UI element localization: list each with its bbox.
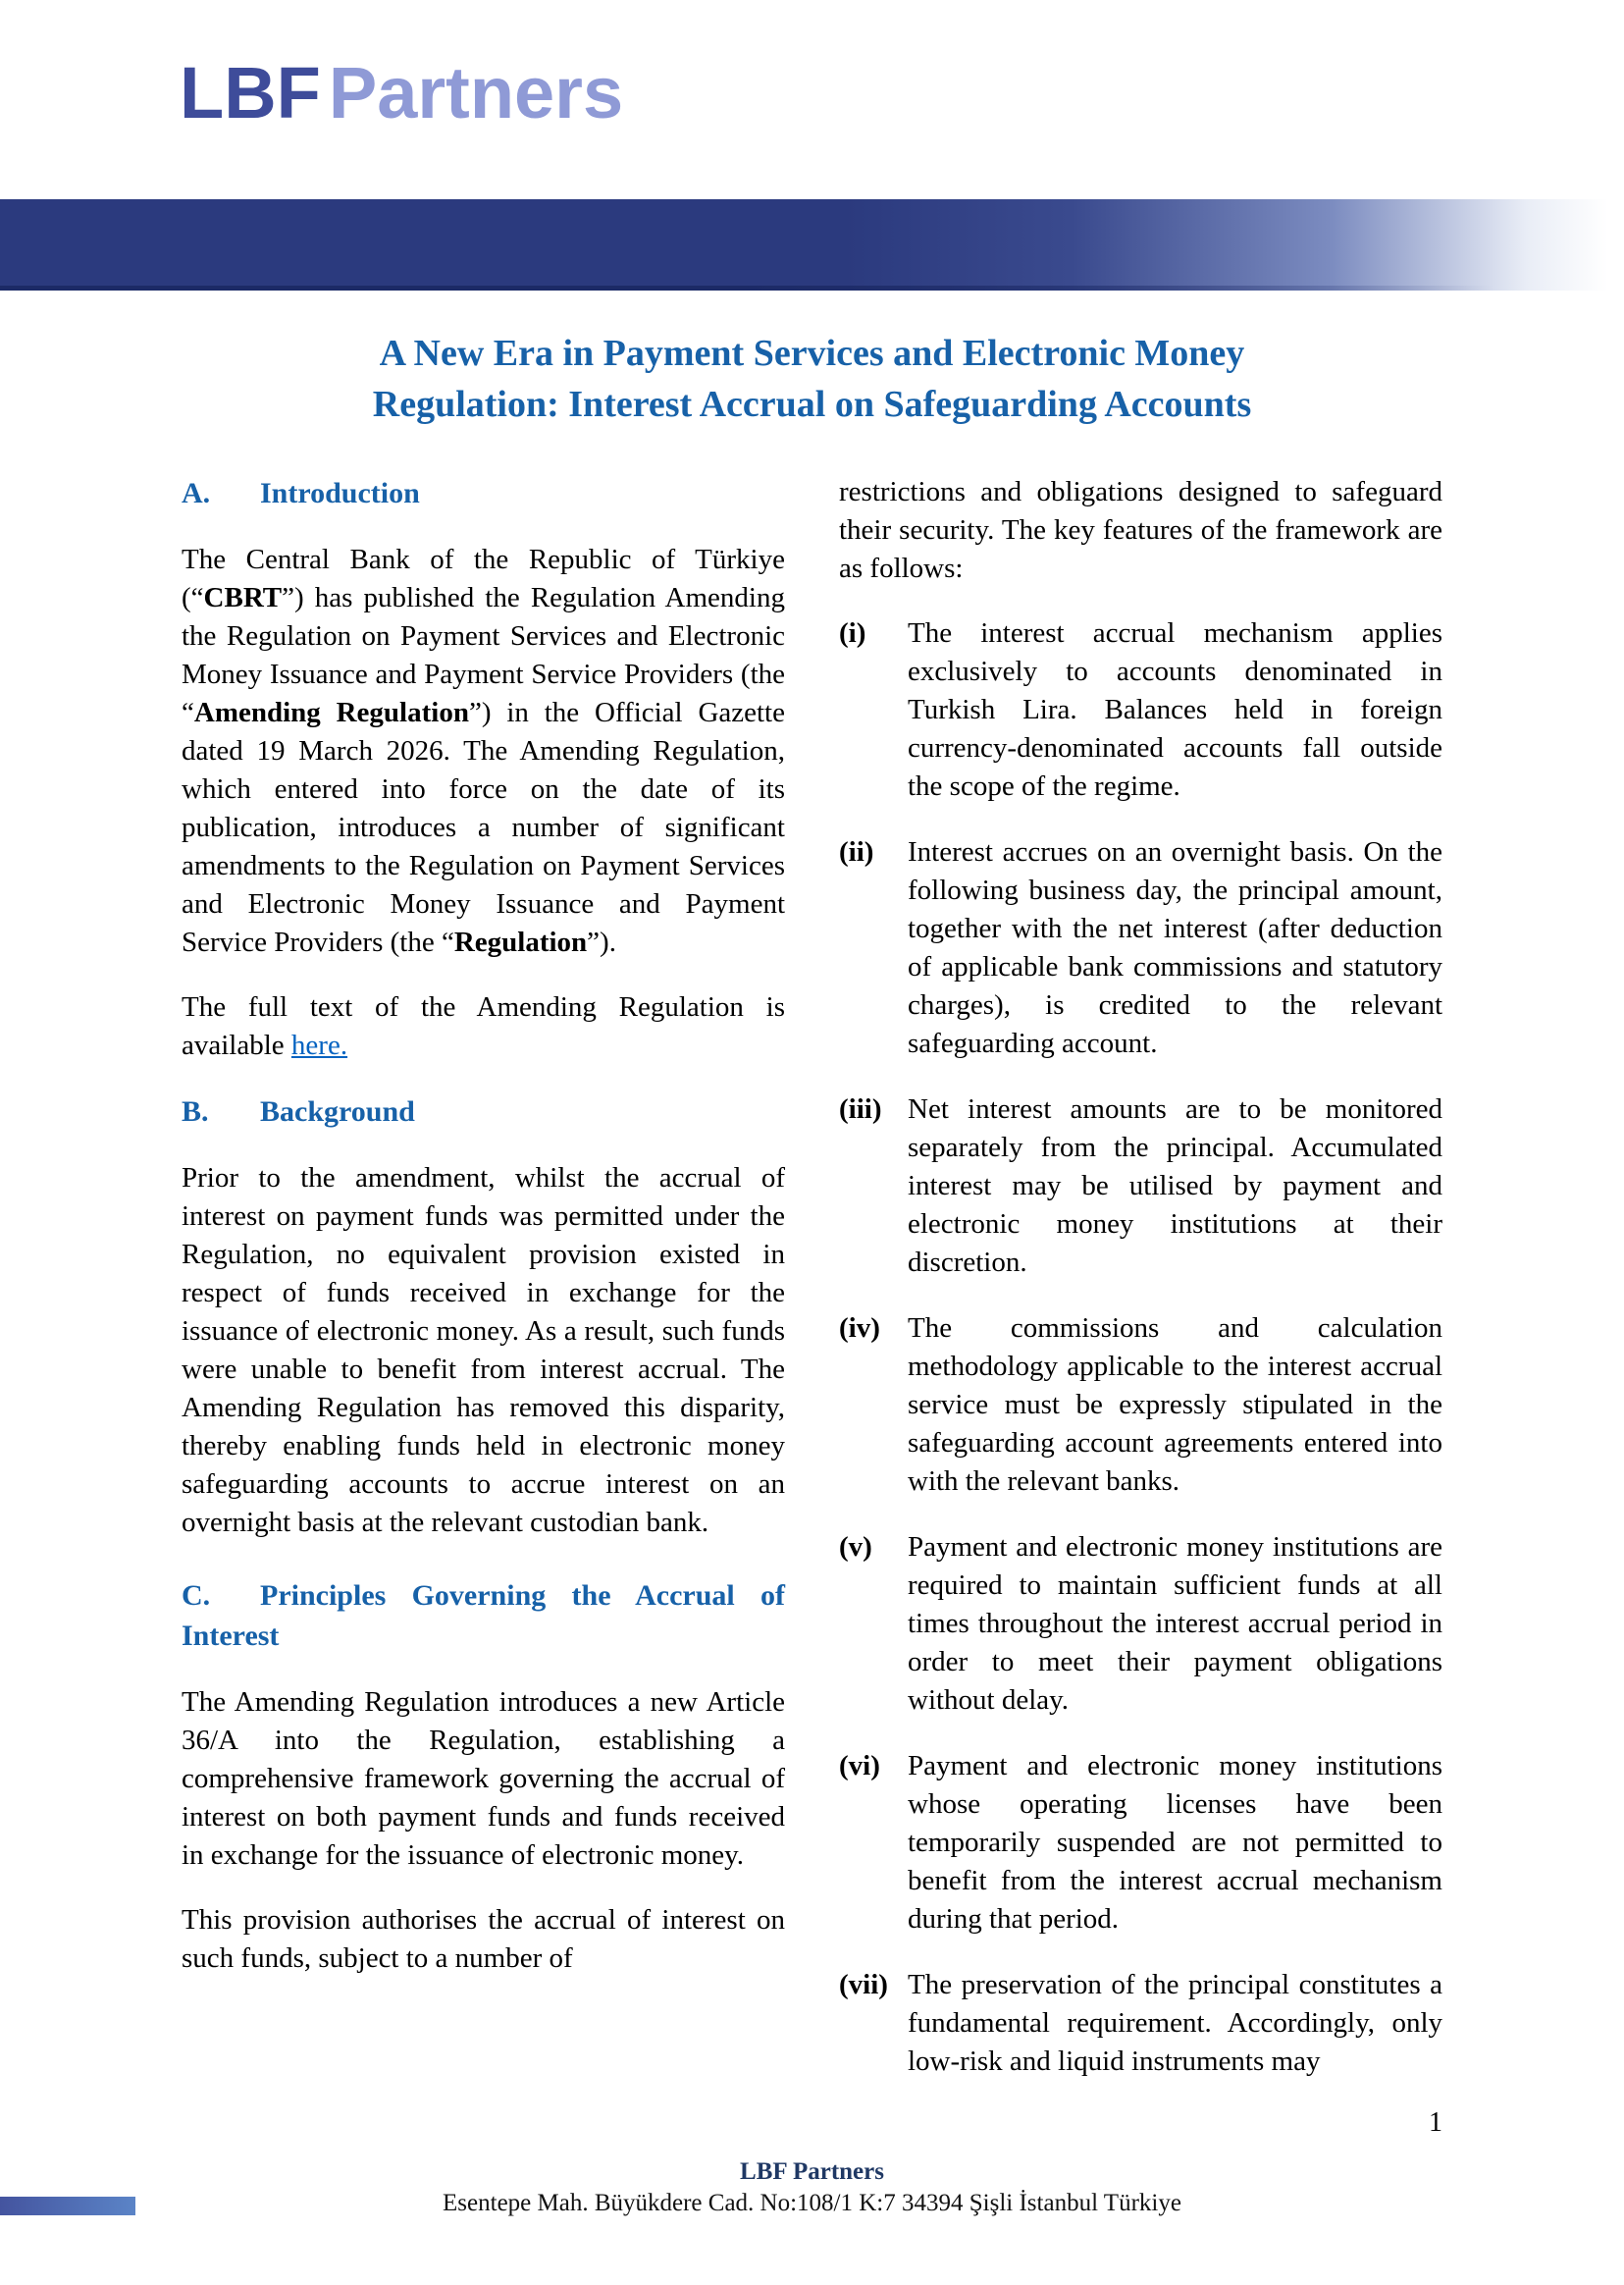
- list-item: [839, 1528, 1442, 1720]
- list-marker: (vii): [839, 1969, 888, 2000]
- content-columns: [182, 473, 1442, 2108]
- page-title-line1: A New Era in Payment Services and Electronic Money: [379, 333, 1245, 374]
- list-item-text: Interest accrues on an overnight basis. On the following business day, the principal amount, together with the net interest (after deduction of applicable bank commissions and statutory charges), is credited to the relevant safeguarding account.: [908, 836, 1442, 1059]
- principles-paragraph-2: This provision authorises the accrual of interest on such funds, subject to a number of: [182, 1904, 785, 1974]
- text-run: ”) has published the Regulation Amending the Regulation on Payment Services and Electronic Money Issuance and Payment Service Providers (the “: [182, 582, 785, 728]
- list-marker: (vi): [839, 1750, 880, 1781]
- footer-firm-name: LBF Partners: [740, 2158, 884, 2185]
- heading-background: [182, 1091, 785, 1132]
- heading-label: Introduction: [260, 477, 420, 509]
- text-run: Regulation: [453, 927, 588, 958]
- list-item-text: The preservation of the principal constitutes a fundamental requirement. Accordingly, only low-risk and liquid instruments may: [908, 1969, 1442, 2077]
- heading-label: Background: [260, 1095, 415, 1128]
- list-item: [839, 833, 1442, 1063]
- left-column: [182, 473, 785, 2108]
- list-item-text: Payment and electronic money institutions whose operating licenses have been temporarily suspended are not permitted to benefit from the interest accrual mechanism during that period.: [908, 1750, 1442, 1935]
- key-features-lead: restrictions and obligations designed to safeguard their security. The key features of the framework are as follows:: [839, 476, 1442, 584]
- footer-accent-bar: [0, 2197, 135, 2215]
- text-run: Amending Regulation: [193, 697, 469, 728]
- fulltext-paragraph: [182, 988, 785, 1065]
- list-item: [839, 1966, 1442, 2081]
- principles-paragraph-1: The Amending Regulation introduces a new Article 36/A into the Regulation, establishing a comprehensive framework governing the accrual of interest on both payment funds and funds received in exchange for the issuance of electronic money.: [182, 1686, 785, 1871]
- heading-introduction: [182, 473, 785, 513]
- list-marker: (iv): [839, 1312, 880, 1344]
- list-item-text: Payment and electronic money institutions are required to maintain sufficient funds at all times throughout the interest accrual period in order to meet their payment obligations without delay.: [908, 1531, 1442, 1716]
- brand-logo: [180, 52, 624, 133]
- intro-paragraph: [182, 541, 785, 962]
- heading-label: Principles Governing the Accrual of Interest: [182, 1579, 785, 1652]
- list-marker: (iii): [839, 1093, 882, 1125]
- right-column: [839, 473, 1442, 2108]
- text-run: The full text of the Amending Regulation is available: [182, 991, 785, 1061]
- list-item-text: The commissions and calculation methodology applicable to the interest accrual service must be expressly stipulated in the safeguarding account agreements entered into with the relevant banks.: [908, 1312, 1442, 1497]
- heading-letter: B.: [182, 1095, 209, 1128]
- footer-address: Esentepe Mah. Büyükdere Cad. No:108/1 K:7 34394 Şişli İstanbul Türkiye: [443, 2190, 1181, 2216]
- list-item: [839, 1309, 1442, 1501]
- header-gradient-bar: [0, 199, 1624, 291]
- logo-lbf: LBF: [180, 52, 321, 133]
- text-run: ”) in the Official Gazette dated 19 March 2026. The Amending Regulation, which entered into force on the date of its publication, introduces a number of significant amendments to the Regulation on Payment Services and Electronic Money Issuance and Payment Service Providers (the “: [182, 697, 785, 958]
- list-item-text: Net interest amounts are to be monitored separately from the principal. Accumulated interest may be utilised by payment and electronic money institutions at their discretion.: [908, 1093, 1442, 1278]
- page-number: 1: [1429, 2107, 1442, 2138]
- text-run: CBRT: [203, 582, 283, 613]
- list-item: [839, 1747, 1442, 1939]
- background-paragraph: Prior to the amendment, whilst the accrual of interest on payment funds was permitted under the Regulation, no equivalent provision existed in respect of funds received in exchange for the issuance of electronic money. As a result, such funds were unable to benefit from interest accrual. The Amending Regulation has removed this disparity, thereby enabling funds held in electronic money safeguarding accounts to accrue interest on an overnight basis at the relevant custodian bank.: [182, 1162, 785, 1538]
- list-item: [839, 614, 1442, 806]
- page-title-line2: Regulation: Interest Accrual on Safeguarding Accounts: [372, 384, 1252, 425]
- heading-letter: A.: [182, 477, 211, 509]
- list-marker: (i): [839, 617, 866, 649]
- list-item: [839, 1090, 1442, 1282]
- logo-partners: Partners: [328, 52, 624, 133]
- list-item-text: The interest accrual mechanism applies exclusively to accounts denominated in Turkish Lira. Balances held in foreign currency-denominated accounts fall outside the scope of the regime.: [908, 617, 1442, 802]
- text-run: The Central Bank of the Republic of Türkiye (“: [182, 544, 785, 613]
- page-title: [182, 328, 1442, 430]
- heading-principles: [182, 1575, 785, 1656]
- text-run: ”).: [587, 927, 616, 958]
- list-marker: (ii): [839, 836, 874, 868]
- here-link[interactable]: here.: [290, 1030, 348, 1061]
- heading-letter: C.: [182, 1579, 211, 1612]
- list-marker: (v): [839, 1531, 872, 1563]
